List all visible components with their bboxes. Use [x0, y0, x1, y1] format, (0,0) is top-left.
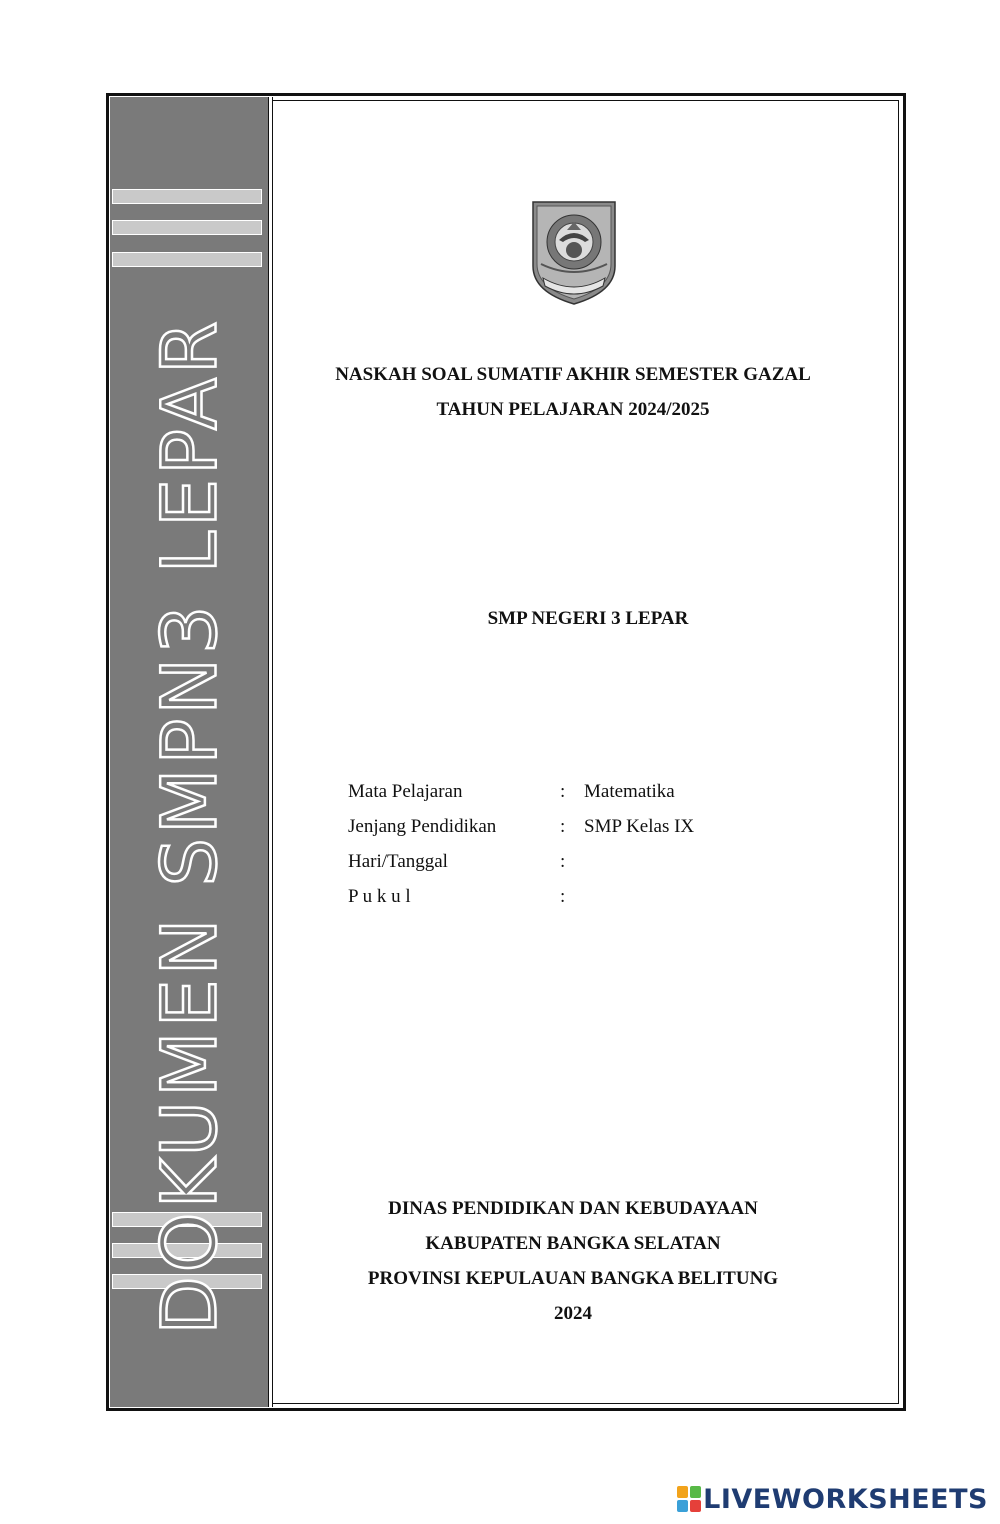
- watermark-text: LIVEWORKSHEETS: [703, 1483, 988, 1515]
- footer-department: DINAS PENDIDIKAN DAN KEBUDAYAAN: [388, 1198, 758, 1219]
- detail-colon: :: [560, 851, 566, 872]
- footer-regency: KABUPATEN BANGKA SELATAN: [425, 1233, 721, 1254]
- spine-title: DOKUMEN SMPN3 LEPAR: [144, 317, 234, 1335]
- academic-year: TAHUN PELAJARAN 2024/2025: [436, 399, 710, 420]
- detail-value: Matematika: [584, 781, 675, 802]
- detail-label: Hari/Tanggal: [348, 851, 448, 872]
- school-name: SMP NEGERI 3 LEPAR: [487, 608, 689, 629]
- detail-label: Mata Pelajaran: [348, 781, 463, 802]
- footer-year: 2024: [554, 1303, 592, 1324]
- detail-colon: :: [560, 816, 566, 837]
- detail-value: SMP Kelas IX: [584, 816, 695, 837]
- exam-title: NASKAH SOAL SUMATIF AKHIR SEMESTER GAZAL: [335, 364, 811, 385]
- liveworksheets-logo-icon: [677, 1486, 701, 1512]
- regency-emblem-icon: [531, 200, 617, 306]
- detail-colon: :: [560, 781, 566, 802]
- liveworksheets-watermark: [677, 1483, 988, 1515]
- detail-label: P u k u l: [348, 886, 411, 907]
- detail-colon: :: [560, 886, 566, 907]
- footer-province: PROVINSI KEPULAUAN BANGKA BELITUNG: [367, 1268, 779, 1289]
- detail-label: Jenjang Pendidikan: [348, 816, 497, 837]
